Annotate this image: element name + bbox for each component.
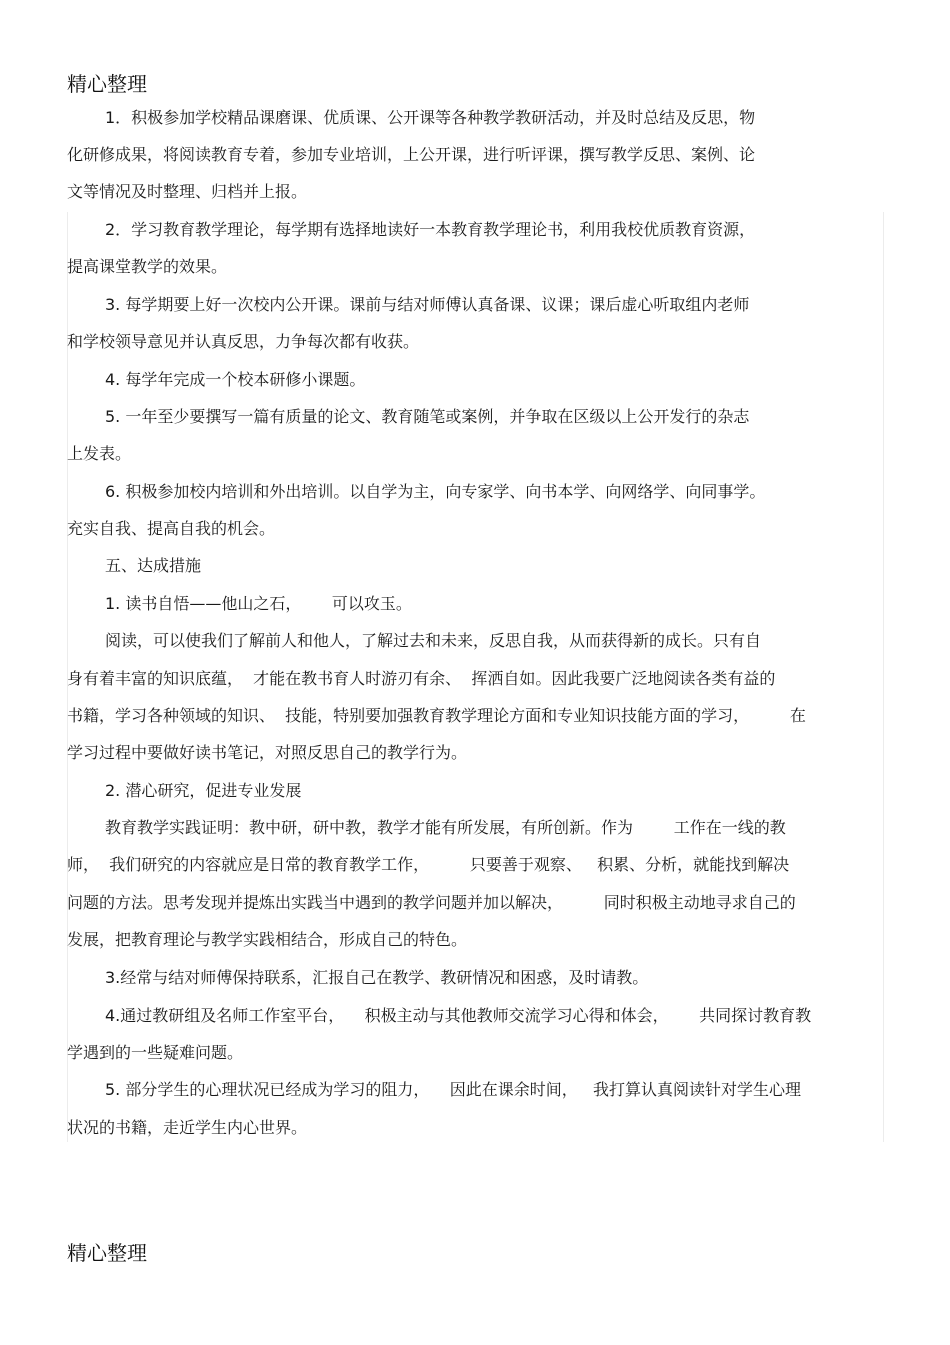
text-line: 1．积极参加学校精品课磨课、优质课、公开课等各种教学教研活动，并及时总结及反思，物: [105, 108, 756, 127]
text-line: 化研修成果，将阅读教育专着，参加专业培训，上公开课，进行听评课，撰写教学反思、案例、论: [67, 145, 756, 164]
text-line: 2．学习教育教学理论，每学期有选择地读好一本教育教学理论书，利用我校优质教育资源，: [105, 220, 756, 239]
text-line: 书籍，学习各种领域的知识、 技能，特别要加强教育教学理论方面和专业知识技能方面的学习， 在: [67, 706, 806, 725]
text-line: 5. 部分学生的心理状况已经成为学习的阻力， 因此在课余时间， 我打算认真阅读针对学生心理: [105, 1080, 801, 1099]
text-line: 3.经常与结对师傅保持联系，汇报自己在教学、教研情况和困惑，及时请教。: [105, 968, 649, 987]
text-line: 和学校领导意见并认真反思，力争每次都有收获。: [67, 332, 420, 351]
subheading: 2. 潜心研究，促进专业发展: [105, 781, 302, 800]
text-line: 提高课堂教学的效果。: [67, 257, 228, 276]
page-header: 精心整理: [67, 72, 147, 96]
text-line: 充实自我、提高自我的机会。: [67, 519, 276, 538]
text-line: 教育教学实践证明：教中研，研中教，教学才能有所发展，有所创新。作为 工作在一线的教: [105, 818, 786, 837]
text-line: 发展，把教育理论与教学实践相结合，形成自己的特色。: [67, 930, 468, 949]
text-line: 身有着丰富的知识底蕴， 才能在教书育人时游刃有余、 挥洒自如。因此我要广泛地阅读各类有益的: [67, 669, 776, 688]
section-heading: 五、达成措施: [105, 556, 202, 575]
text-line: 6. 积极参加校内培训和外出培训。以自学为主，向专家学、向书本学、向网络学、向同事学。: [105, 482, 766, 501]
text-line: 状况的书籍，走近学生内心世界。: [67, 1118, 308, 1137]
text-line: 上发表。: [67, 444, 132, 463]
page-header: 精心整理: [67, 1241, 147, 1265]
subheading: 1. 读书自悟——他山之石， 可以攻玉。: [105, 594, 412, 613]
text-line: 问题的方法。思考发现并提炼出实践当中遇到的教学问题并加以解决， 同时积极主动地寻求自己的: [67, 893, 796, 912]
text-line: 5. 一年至少要撰写一篇有质量的论文、教育随笔或案例，并争取在区级以上公开发行的杂志: [105, 407, 750, 426]
text-line: 4.通过教研组及名师工作室平台， 积极主动与其他教师交流学习心得和体会， 共同探讨教育教: [105, 1006, 812, 1025]
text-line: 学遇到的一些疑难问题。: [67, 1043, 244, 1062]
text-line: 学习过程中要做好读书笔记，对照反思自己的教学行为。: [67, 743, 468, 762]
text-line: 阅读，可以使我们了解前人和他人，了解过去和未来，反思自我，从而获得新的成长。只有自: [105, 631, 762, 650]
text-line: 师， 我们研究的内容就应是日常的教育教学工作， 只要善于观察、 积累、分析，就能找到解决: [67, 855, 790, 874]
text-line: 3. 每学期要上好一次校内公开课。课前与结对师傅认真备课、议课；课后虚心听取组内老师: [105, 295, 750, 314]
text-line: 文等情况及时整理、归档并上报。: [67, 182, 308, 201]
text-line: 4. 每学年完成一个校本研修小课题。: [105, 370, 366, 389]
